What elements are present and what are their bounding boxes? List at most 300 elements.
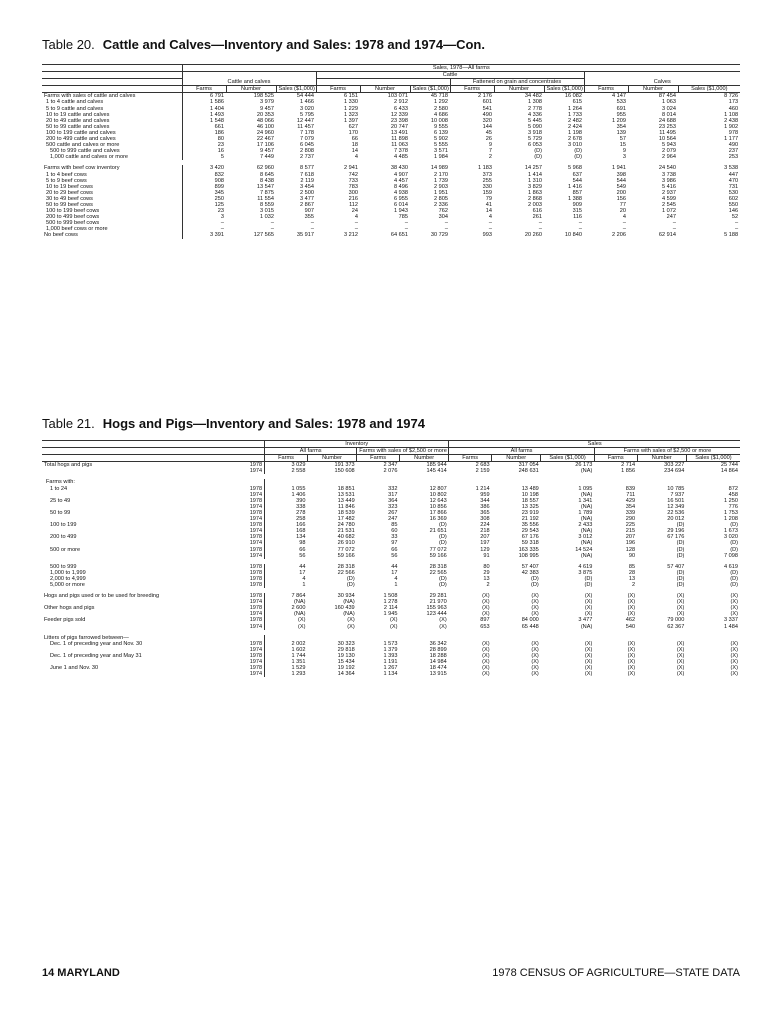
table-cell: 17 <box>265 570 308 576</box>
table-cell: 7 864 <box>265 593 308 599</box>
t21-head-number: Number <box>637 455 686 462</box>
table-cell: 170 <box>348 129 358 136</box>
row-label: 50 to 99 cattle and calves <box>46 123 110 130</box>
table-cell: 5 968 <box>568 165 582 172</box>
table-cell: 234 694 <box>664 468 685 475</box>
row-year: 1974 <box>249 516 263 523</box>
table-cell: (X) <box>676 646 685 653</box>
table-cell: 1 388 <box>568 195 582 202</box>
t21-head-farms-with-sales: Farms with sales of $2,500 or more <box>594 448 740 455</box>
row-year: 1978 <box>249 593 263 600</box>
table-cell: 1 191 <box>383 659 398 665</box>
table-cell: 2 079 <box>662 148 676 155</box>
table-cell: 155 963 <box>426 605 447 612</box>
table-cell: 30 729 <box>430 232 448 239</box>
table-cell: 56 <box>391 552 398 559</box>
table-cell: 1 198 <box>568 129 582 136</box>
table-cell: 237 <box>728 148 739 155</box>
table-cell: 36 342 <box>429 640 447 647</box>
table-cell: 691 <box>616 105 626 112</box>
table-cell: 7 378 <box>394 148 408 155</box>
table-cell: 1 095 <box>578 485 593 492</box>
table-cell: 11 846 <box>337 503 355 510</box>
table-cell: 79 000 <box>667 617 685 624</box>
table-cell: 13 531 <box>337 491 355 498</box>
table-cell: 1 943 <box>394 208 408 215</box>
t21-head-number: Number <box>400 455 449 462</box>
row-year: 1974 <box>249 646 263 653</box>
table-cell: (X) <box>584 646 593 653</box>
table-cell: 24 540 <box>658 165 676 172</box>
table-cell: 224 <box>480 522 490 529</box>
table-cell: (X) <box>482 605 490 612</box>
table-cell: 7 875 <box>260 189 274 196</box>
table-cell: (X) <box>730 671 738 678</box>
table-cell: 1 548 <box>182 118 226 124</box>
table-cell: 225 <box>625 522 636 529</box>
row-label: 500 cattle and calves or more <box>46 142 120 149</box>
table-cell: 6 045 <box>300 142 314 149</box>
table-cell: 5 795 <box>300 111 314 118</box>
table-cell: 1 379 <box>383 646 398 653</box>
table-cell: 13 915 <box>429 671 447 678</box>
row-label: 1 to 24 <box>50 485 68 492</box>
table-cell: 490 <box>482 111 492 118</box>
table-cell: 278 <box>265 510 308 516</box>
table-cell: 2 002 <box>265 641 308 647</box>
table-cell: 1 177 <box>724 136 739 143</box>
row-label: 5 to 9 cattle and calves <box>46 105 104 112</box>
table-cell: 10 802 <box>429 491 447 498</box>
table-cell: 304 <box>438 214 448 221</box>
table-cell: 1 508 <box>383 593 398 600</box>
table-cell: 7 <box>488 148 492 155</box>
table-cell: – <box>578 226 582 233</box>
table-cell: 731 <box>728 183 739 190</box>
table-cell: – <box>404 226 408 233</box>
t21-head-farms: Farms <box>449 455 492 462</box>
table-cell: 541 <box>482 105 492 112</box>
table-cell: (D) <box>730 569 738 576</box>
table-cell: 85 <box>628 563 636 570</box>
row-year: 1974 <box>249 623 263 630</box>
table-cell: 77 072 <box>429 546 447 553</box>
table-cell: 3 212 <box>344 232 358 239</box>
table-cell: 5 445 <box>528 117 542 124</box>
table-cell: 1 941 <box>612 165 626 172</box>
table-cell: 11 457 <box>297 123 314 130</box>
table-cell: (D) <box>676 569 685 576</box>
t21-head-all-farms: All farms <box>449 448 595 455</box>
table-cell: 17 <box>391 569 398 576</box>
table-cell: (D) <box>346 581 355 588</box>
table-cell: 1 229 <box>344 105 358 112</box>
table-cell: 18 851 <box>337 485 355 492</box>
t20-head-farms: Farms <box>182 86 226 93</box>
table-cell: 146 <box>728 208 739 215</box>
table-cell: 390 <box>265 498 308 504</box>
table-cell: (X) <box>482 593 490 600</box>
table-cell: 26 <box>485 136 492 143</box>
table-cell: 29 <box>483 569 490 576</box>
table-cell: – <box>622 226 626 233</box>
table-cell: 2 778 <box>528 105 542 112</box>
table-cell: 1 404 <box>182 106 226 112</box>
table-cell: (X) <box>730 659 738 665</box>
table-cell: 320 <box>482 117 492 124</box>
table-cell: 18 <box>351 142 358 149</box>
table-cell: 458 <box>728 491 738 498</box>
table-cell: 26 910 <box>337 540 355 547</box>
row-label: 20 to 29 beef cows <box>46 189 93 196</box>
table-cell: (D) <box>534 154 542 161</box>
table-cell: 48 066 <box>256 117 274 124</box>
t21-head-farms: Farms <box>265 455 308 462</box>
row-label: 50 to 99 beef cows <box>46 201 93 208</box>
table-cell: (X) <box>627 593 636 600</box>
table-cell: (NA) <box>265 611 308 617</box>
table-cell: 386 <box>480 503 490 510</box>
table-cell: 14 989 <box>430 165 448 172</box>
table-cell: 7 618 <box>300 171 314 178</box>
table-cell: (X) <box>730 640 738 647</box>
table-cell: 23 <box>182 142 226 148</box>
table-cell: 17 482 <box>337 516 355 523</box>
table-cell: 447 <box>728 171 739 178</box>
table-cell: 200 <box>616 189 626 196</box>
table-cell: (D) <box>584 575 593 582</box>
t21-head-farms: Farms <box>357 455 400 462</box>
table-cell: (D) <box>438 581 447 588</box>
table-cell: 18 288 <box>429 652 447 659</box>
table-cell: 2 <box>632 581 636 588</box>
table-cell: 25 744 <box>720 462 738 469</box>
row-label: Farms with sales of cattle and calves <box>44 93 136 100</box>
table-cell: 185 944 <box>426 462 447 469</box>
row-label: 500 to 999 cattle and calves <box>50 148 120 155</box>
table-cell: 3 029 <box>265 462 308 469</box>
table-cell: (D) <box>574 154 582 161</box>
table-cell: 8 014 <box>662 111 676 118</box>
table-cell: 159 <box>482 189 492 196</box>
table-cell: 21 651 <box>429 528 447 535</box>
table-cell: – <box>444 220 448 227</box>
table-cell: 261 <box>532 214 542 221</box>
table-cell: 10 785 <box>667 485 685 492</box>
table-cell: 2 683 <box>475 462 490 469</box>
table-cell: 1 493 <box>182 112 226 118</box>
table-cell: 17 866 <box>429 509 447 516</box>
table-cell: (D) <box>676 575 685 582</box>
table-cell: 8 559 <box>260 201 274 208</box>
table-cell: 978 <box>728 129 739 136</box>
table-cell: 52 <box>731 214 739 221</box>
table-cell: (X) <box>676 593 685 600</box>
table-cell: 14 984 <box>429 659 447 665</box>
table-cell: – <box>734 226 739 233</box>
table-cell: 3 <box>182 214 226 220</box>
table-cell: 8 645 <box>260 171 274 178</box>
table-cell: (D) <box>676 552 685 559</box>
table-cell: 1 984 <box>434 154 448 161</box>
table-cell: 1 902 <box>724 123 739 130</box>
table-cell: (NA) <box>343 599 355 606</box>
table-cell: (X) <box>531 652 539 659</box>
row-year: 1978 <box>249 605 263 612</box>
row-year: 1978 <box>249 546 263 553</box>
table-cell: (X) <box>390 617 398 624</box>
table-cell: 7 079 <box>300 136 314 143</box>
table-cell: 156 <box>616 195 626 202</box>
table-cell: 627 <box>348 123 358 130</box>
table-cell: 2 <box>488 154 492 161</box>
table-cell: 2 937 <box>662 189 676 196</box>
t21-head-farms-with-sales-inv: Farms with sales of $2,500 or more <box>357 448 449 455</box>
row-label: 10 to 19 cattle and calves <box>46 111 110 118</box>
table-cell: 993 <box>482 232 492 239</box>
table-cell: (D) <box>676 540 685 547</box>
table-cell: 3 012 <box>578 534 593 541</box>
table-cell: 317 <box>388 491 398 498</box>
table-cell: 2 737 <box>300 154 314 161</box>
table21-body <box>42 462 740 678</box>
table-cell: 10 008 <box>430 117 448 124</box>
table-cell: (X) <box>627 652 636 659</box>
table-cell: 44 <box>265 564 308 570</box>
table-cell: 62 367 <box>667 623 685 630</box>
table-cell: (X) <box>482 652 490 659</box>
row-label: Litters of pigs farrowed between— <box>44 634 129 641</box>
table-cell: 355 <box>304 214 314 221</box>
table-cell: 4 <box>265 576 308 582</box>
table-cell: (X) <box>531 593 539 600</box>
table-cell: 7 449 <box>260 154 274 161</box>
table21-title <box>42 416 425 431</box>
table-cell: (X) <box>627 640 636 647</box>
table-cell: 1 673 <box>724 528 738 535</box>
table-cell: 16 501 <box>667 497 685 504</box>
table-cell: 1 209 <box>612 117 626 124</box>
table-cell: 10 198 <box>521 491 539 498</box>
row-label: 5 to 9 beef cows <box>46 177 87 184</box>
table-cell: 1 072 <box>662 208 676 215</box>
row-label: 500 to 999 beef cows <box>46 220 100 227</box>
table-cell: 90 <box>628 552 636 559</box>
table-cell: (X) <box>676 665 685 672</box>
table-cell: 733 <box>348 177 358 184</box>
table-cell: 2 <box>486 581 490 588</box>
table-cell: 255 <box>482 177 492 184</box>
table-cell: 45 718 <box>430 93 448 100</box>
row-year: 1978 <box>249 665 263 672</box>
table-cell: 2 003 <box>528 201 542 208</box>
table-cell: (X) <box>676 599 685 606</box>
table-cell: (X) <box>676 611 685 618</box>
table-cell: (X) <box>676 659 685 665</box>
table-cell: 66 <box>351 136 358 143</box>
row-label: Farms with beef cow inventory <box>44 165 120 172</box>
table-cell: 907 <box>304 208 314 215</box>
table-cell: 2 482 <box>568 117 582 124</box>
row-label: 1,000 to 1,999 <box>50 569 86 576</box>
table-cell: 2 580 <box>434 105 448 112</box>
table-cell: (X) <box>584 659 593 665</box>
row-year: 1978 <box>249 497 263 504</box>
table-cell: 785 <box>398 214 408 221</box>
table-cell: 616 <box>532 208 542 215</box>
table-cell: 290 <box>625 516 636 523</box>
table-cell: 28 899 <box>429 646 447 653</box>
table-cell: 3 015 <box>260 208 274 215</box>
t20-head-number: Number <box>628 86 678 93</box>
row-label: 2,000 to 4,999 <box>50 575 86 582</box>
table-cell: 601 <box>482 99 492 106</box>
table-cell: 103 071 <box>387 93 408 100</box>
row-label: 200 to 499 cattle and calves <box>46 136 116 143</box>
table20-body <box>42 93 740 239</box>
table-cell: 12 339 <box>390 111 408 118</box>
table20-name: Cattle and Calves—Inventory and Sales: 1978 and 1974—Con. <box>102 37 485 52</box>
table-cell: 1 351 <box>265 659 308 665</box>
table-cell: 17 106 <box>256 142 274 149</box>
t20-head-sales: Sales ($1,000) <box>678 86 740 93</box>
table21 <box>42 440 740 677</box>
table-cell: 317 054 <box>518 462 539 469</box>
table-cell: 173 <box>728 99 739 106</box>
table-cell: 602 <box>728 195 739 202</box>
t21-head-sales: Sales <box>449 441 740 448</box>
table-cell: 216 <box>348 195 358 202</box>
table-cell: 14 524 <box>575 546 593 553</box>
table-cell: 9 555 <box>434 123 448 130</box>
table-cell: 59 318 <box>521 540 539 547</box>
table-cell: 323 <box>388 503 398 510</box>
table-cell: 1 208 <box>724 516 738 523</box>
table-cell: 134 <box>265 534 308 540</box>
table-cell: (X) <box>627 646 636 653</box>
table-cell: 67 176 <box>521 534 539 541</box>
table-cell: (X) <box>584 605 593 612</box>
row-year: 1974 <box>249 552 263 559</box>
table-cell: 248 631 <box>518 468 539 475</box>
table-cell: 661 <box>182 124 226 130</box>
table-cell: 38 430 <box>390 165 408 172</box>
table-cell: 98 <box>265 540 308 546</box>
table-cell: (X) <box>676 640 685 647</box>
table-cell: 14 364 <box>337 671 355 678</box>
table-cell: 258 <box>265 516 308 522</box>
table-cell: (D) <box>534 148 542 155</box>
table-cell: 66 <box>391 546 398 553</box>
table-cell: (X) <box>584 665 593 672</box>
table-cell: – <box>404 220 408 227</box>
table-cell: 872 <box>728 485 738 492</box>
table-cell: 300 <box>348 189 358 196</box>
table-cell: 2 964 <box>662 154 676 161</box>
table-cell: (X) <box>730 665 738 672</box>
table-cell: (NA) <box>343 611 355 618</box>
table-cell: (D) <box>730 546 738 553</box>
table-cell: 762 <box>438 208 448 215</box>
t20-head-farms: Farms <box>316 86 360 93</box>
row-year: 1978 <box>249 575 263 582</box>
table-cell: 6 791 <box>182 93 226 100</box>
row-label: Farms with: <box>46 479 75 486</box>
row-label: 5,000 or more <box>50 581 85 588</box>
table-cell: (X) <box>390 623 398 630</box>
t21-head-number: Number <box>307 455 356 462</box>
table-cell: 144 <box>482 123 492 130</box>
table-cell: 1 733 <box>568 111 582 118</box>
table-cell: 127 565 <box>253 232 274 239</box>
table-cell: 4 485 <box>394 154 408 161</box>
table-cell: – <box>578 220 582 227</box>
table-cell: (X) <box>584 611 593 618</box>
table-cell: 21 970 <box>429 599 447 606</box>
table-cell: 1 134 <box>383 671 398 678</box>
table-cell: 28 <box>628 569 636 576</box>
row-label: 1 to 4 cattle and calves <box>46 99 104 106</box>
table-cell: 1 032 <box>260 214 274 221</box>
table-cell: – <box>538 226 542 233</box>
table-cell: 215 <box>625 528 636 535</box>
table-cell: 20 260 <box>524 232 542 239</box>
table-cell: 4 <box>354 214 358 221</box>
table-cell: 33 <box>391 534 398 541</box>
table-cell: 315 <box>572 208 582 215</box>
table-cell: (X) <box>627 659 636 665</box>
table-cell: 338 <box>265 504 308 510</box>
table-cell: 364 <box>388 497 398 504</box>
table-cell: 3 020 <box>724 534 738 541</box>
table-cell: 197 <box>480 540 490 547</box>
t20-head-calves: Calves <box>584 72 740 86</box>
table-cell: 3 337 <box>724 617 738 624</box>
table-cell: 87 454 <box>658 93 676 100</box>
table-cell: 776 <box>728 503 738 510</box>
table-cell: 462 <box>625 617 636 624</box>
table-cell: 908 <box>182 178 226 184</box>
t20-head-cattle-calves: Cattle and calves <box>182 72 316 86</box>
table-cell: 1 586 <box>182 99 226 105</box>
table-cell: 3 010 <box>568 142 582 149</box>
table-cell: (X) <box>584 593 593 600</box>
row-label: 200 to 499 <box>50 534 77 541</box>
t20-head-number: Number <box>226 86 276 93</box>
table-cell: (X) <box>531 605 539 612</box>
table-cell: 460 <box>728 105 739 112</box>
row-year: 1978 <box>249 522 263 529</box>
table-cell: 332 <box>388 485 398 492</box>
row-year: 1974 <box>249 503 263 510</box>
table-cell: (X) <box>531 665 539 672</box>
table-cell: 13 449 <box>337 497 355 504</box>
table-cell: 5 090 <box>528 123 542 130</box>
row-year: 1974 <box>249 599 263 606</box>
table-cell: 79 <box>485 195 492 202</box>
table-cell: 123 444 <box>426 611 447 618</box>
row-year: 1974 <box>249 491 263 498</box>
table-cell: 6 151 <box>344 93 358 100</box>
table-cell: 253 <box>728 154 739 161</box>
table20 <box>42 64 740 239</box>
table-cell: (X) <box>347 623 355 630</box>
table-cell: 60 <box>391 528 398 535</box>
table-cell: 11 554 <box>257 195 274 202</box>
table-cell: (NA) <box>265 599 308 605</box>
table-cell: 2 678 <box>568 136 582 143</box>
table-cell: 23 919 <box>521 509 539 516</box>
